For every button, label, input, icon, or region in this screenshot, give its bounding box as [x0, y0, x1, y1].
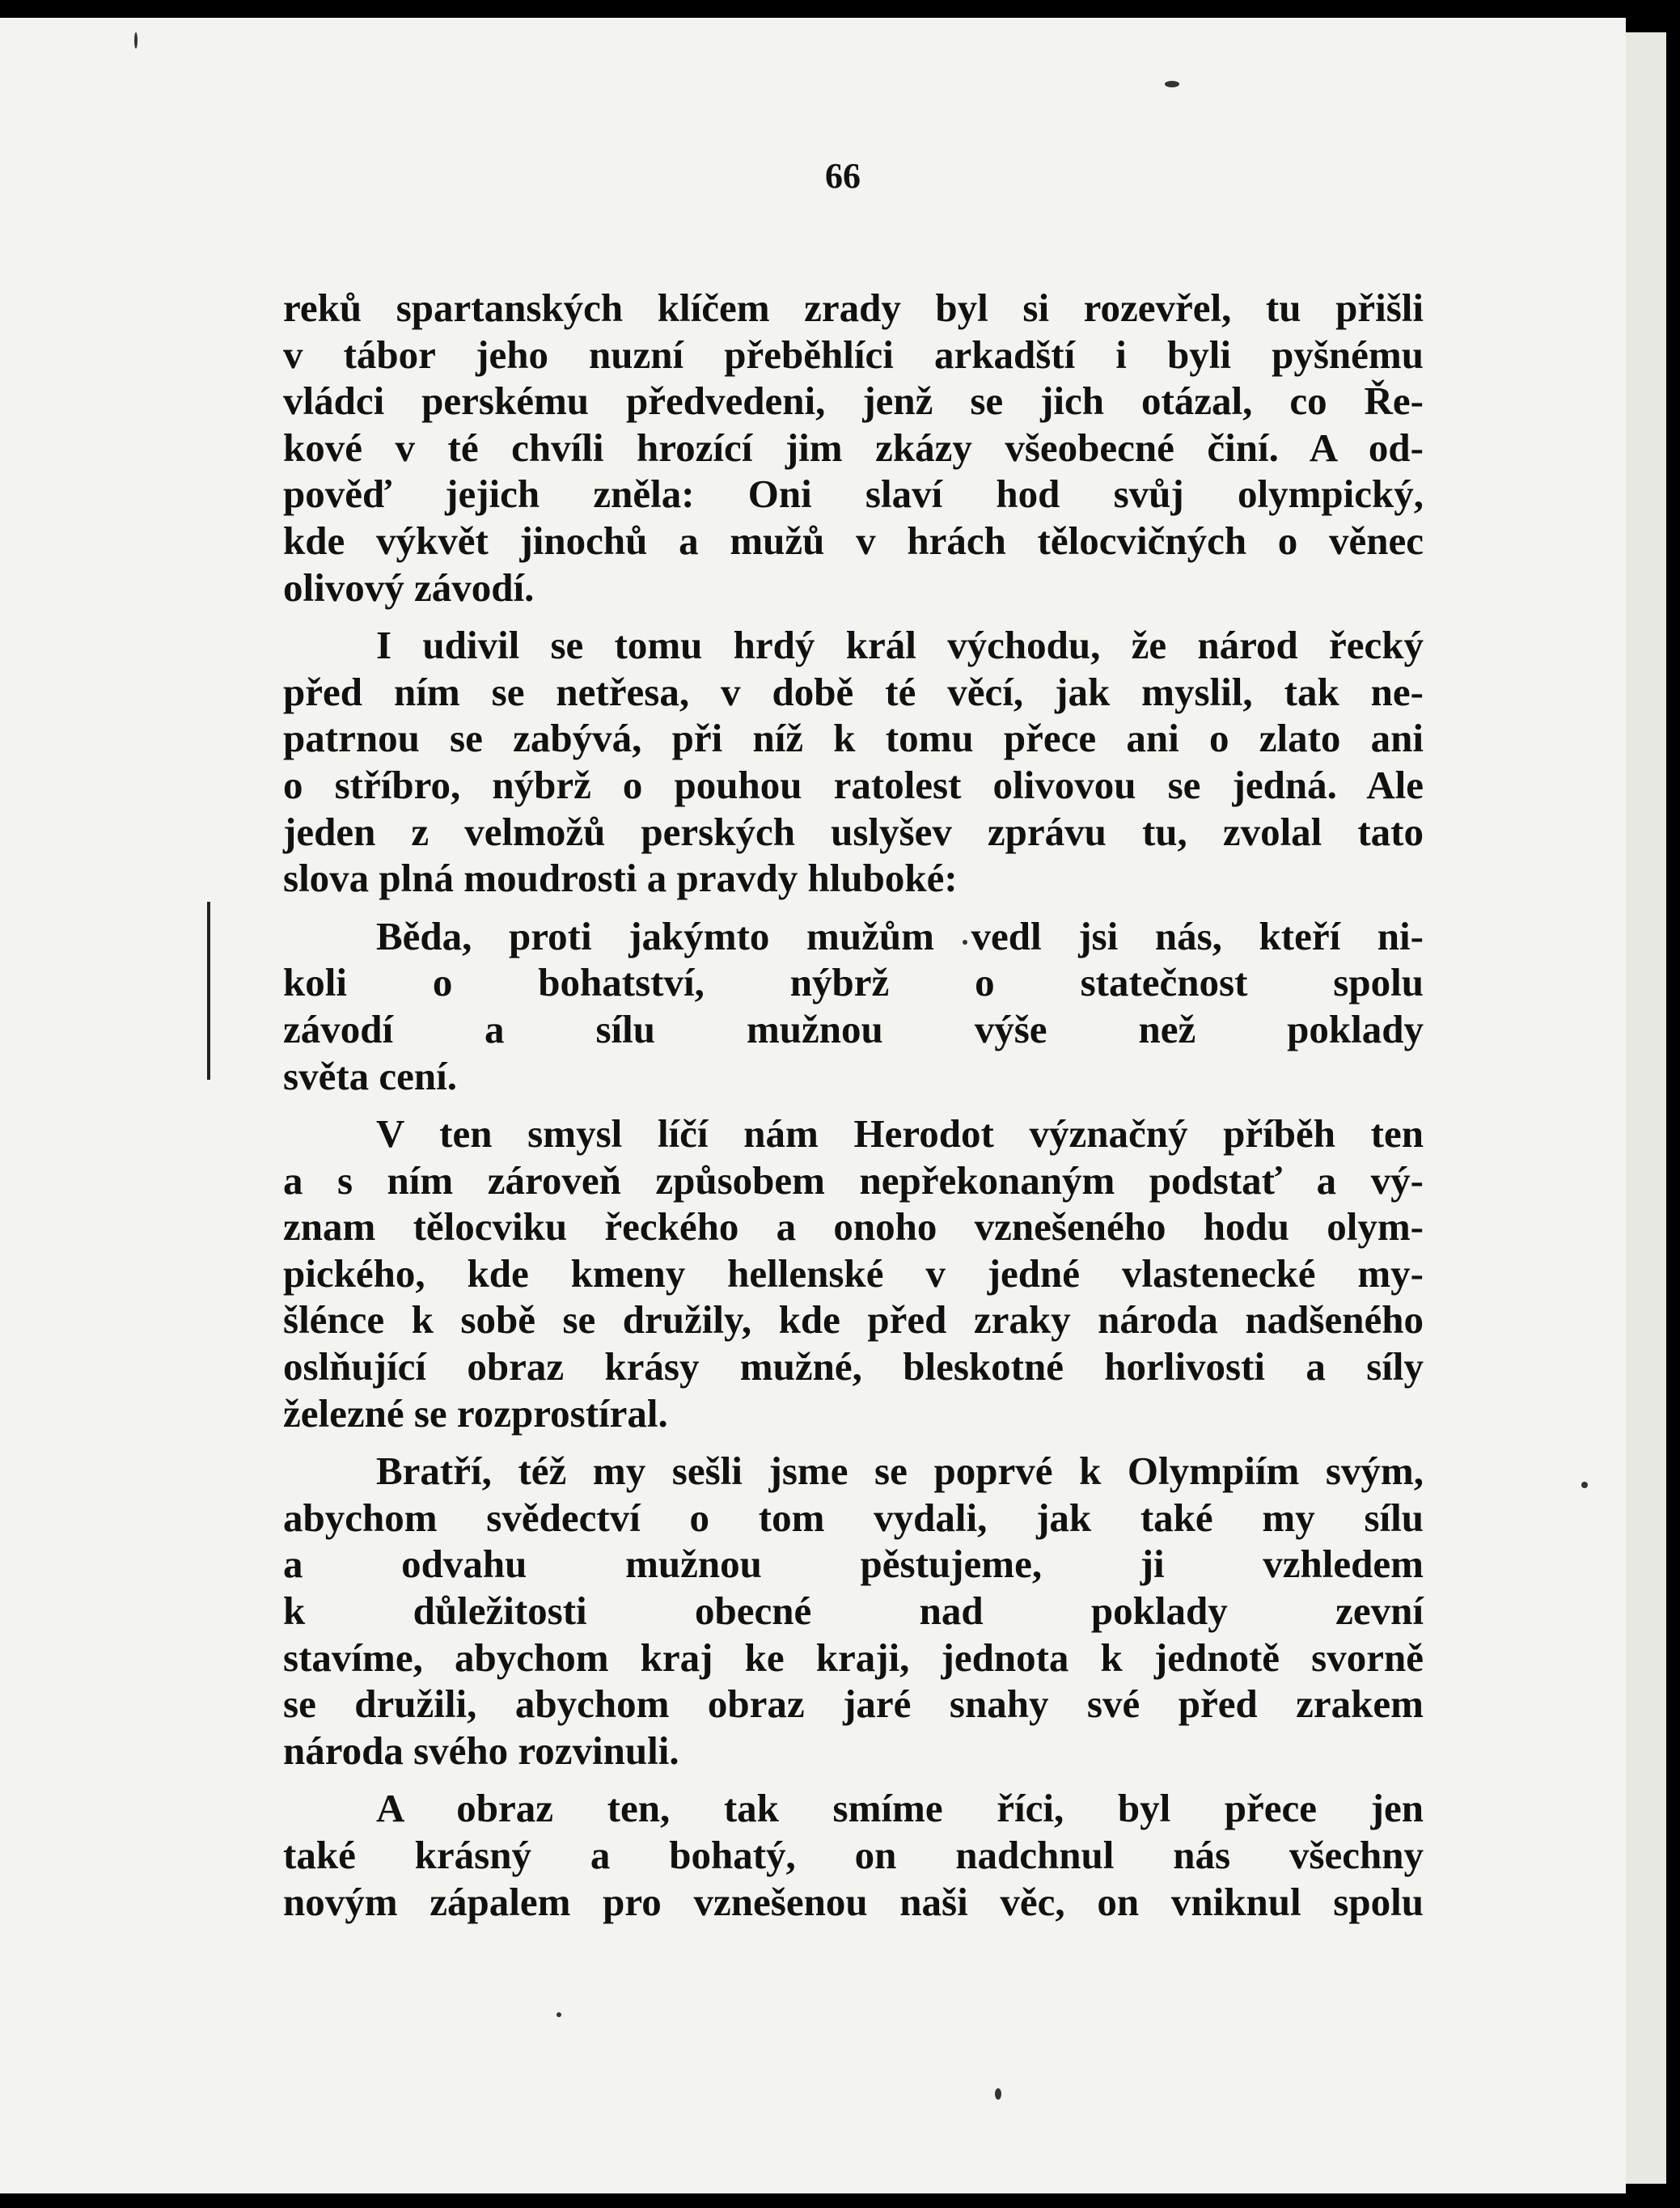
text-line: šlénce k sobě se družily, kde před zraky národa nadšeného	[283, 1297, 1424, 1343]
paragraph	[283, 1448, 1424, 1774]
body-text	[283, 285, 1424, 1936]
text-line: Bratří, též my sešli jsme se poprvé k Olympiím svým,	[376, 1449, 1424, 1494]
text-line: pověď jejich zněla: Oni slaví hod svůj olympický,	[283, 472, 1424, 517]
text-line: před ním se netřesa, v době té věcí, jak myslil, tak ne-	[283, 669, 1424, 714]
page-edge	[1626, 32, 1666, 2184]
quotation-paragraph	[283, 913, 1424, 1099]
text-line: reků spartanských klíčem zrady byl si rozevřel, tu přišli	[283, 286, 1424, 330]
text-line: znam tělocviku řeckého a onoho vznešeného hodu olym-	[283, 1204, 1424, 1250]
page-number: 66	[825, 156, 861, 196]
text-line: pického, kde kmeny hellenské v jedné vlastenecké my-	[283, 1250, 1424, 1296]
text-line: patrnou se zabývá, při níž k tomu přece ani o zlato ani	[283, 716, 1424, 761]
text-line: národa svého rozvinuli.	[283, 1728, 679, 1773]
paragraph	[283, 1110, 1424, 1436]
text-line: k důležitosti obecné nad poklady zevní	[283, 1588, 1424, 1634]
paper-speck	[995, 2088, 1001, 2100]
text-line: vládci perskému předvedeni, jenž se jich otázal, co Ře-	[283, 379, 1424, 424]
text-line: V ten smysl líčí nám Herodot význačný příběh ten	[376, 1111, 1424, 1157]
paper-speck	[1581, 1482, 1588, 1488]
book-page	[0, 18, 1626, 2193]
text-line: v tábor jeho nuzní přeběhlíci arkadští i byli pyšnému	[283, 332, 1424, 377]
text-line: se družili, abychom obraz jaré snahy své před zrakem	[283, 1681, 1424, 1727]
paragraph	[283, 285, 1424, 611]
paper-speck	[1165, 81, 1179, 87]
text-line: Běda, proti jakýmto mužům vedl jsi nás, kteří ni-	[376, 913, 1424, 958]
text-line: světa cení.	[283, 1053, 457, 1098]
text-line: a odvahu mužnou pěstujeme, ji vzhledem	[283, 1542, 1424, 1587]
text-line: a s ním zároveň způsobem nepřekonaným podstať a vý-	[283, 1157, 1424, 1203]
text-line: stavíme, abychom kraj ke kraji, jednota k jednotě svorně	[283, 1635, 1424, 1680]
paper-speck	[556, 2012, 561, 2017]
text-line: novým zápalem pro vznešenou naši věc, on vniknul spolu	[283, 1879, 1424, 1924]
paper-speck	[134, 32, 138, 49]
paragraph	[283, 622, 1424, 902]
text-line: kde výkvět jinochů a mužů v hrách tělocvičných o věnec	[283, 518, 1424, 563]
text-line: kové v té chvíli hrozící jim zkázy všeobecné činí. A od-	[283, 425, 1424, 470]
text-line: o stříbro, nýbrž o pouhou ratolest olivovou se jedná. Ale	[283, 762, 1424, 807]
text-line: slova plná moudrosti a pravdy hluboké:	[283, 856, 958, 901]
text-line: I udivil se tomu hrdý král východu, že národ řecký	[376, 623, 1424, 668]
margin-line	[207, 902, 210, 1080]
text-line: oslňující obraz krásy mužné, bleskotné horlivosti a síly	[283, 1344, 1424, 1390]
text-line: koli o bohatství, nýbrž o statečnost spolu	[283, 960, 1424, 1005]
text-line: abychom svědectví o tom vydali, jak také my sílu	[283, 1495, 1424, 1540]
text-line: olivový závodí.	[283, 565, 535, 610]
text-line: železné se rozprostíral.	[283, 1390, 668, 1436]
text-line: jeden z velmožů perských uslyšev zprávu tu, zvolal tato	[283, 809, 1424, 854]
text-line: A obraz ten, tak smíme říci, byl přece jen	[376, 1786, 1424, 1831]
paragraph	[283, 1785, 1424, 1925]
text-line: závodí a sílu mužnou výše než poklady	[283, 1006, 1424, 1051]
text-line: také krásný a bohatý, on nadchnul nás všechny	[283, 1833, 1424, 1877]
